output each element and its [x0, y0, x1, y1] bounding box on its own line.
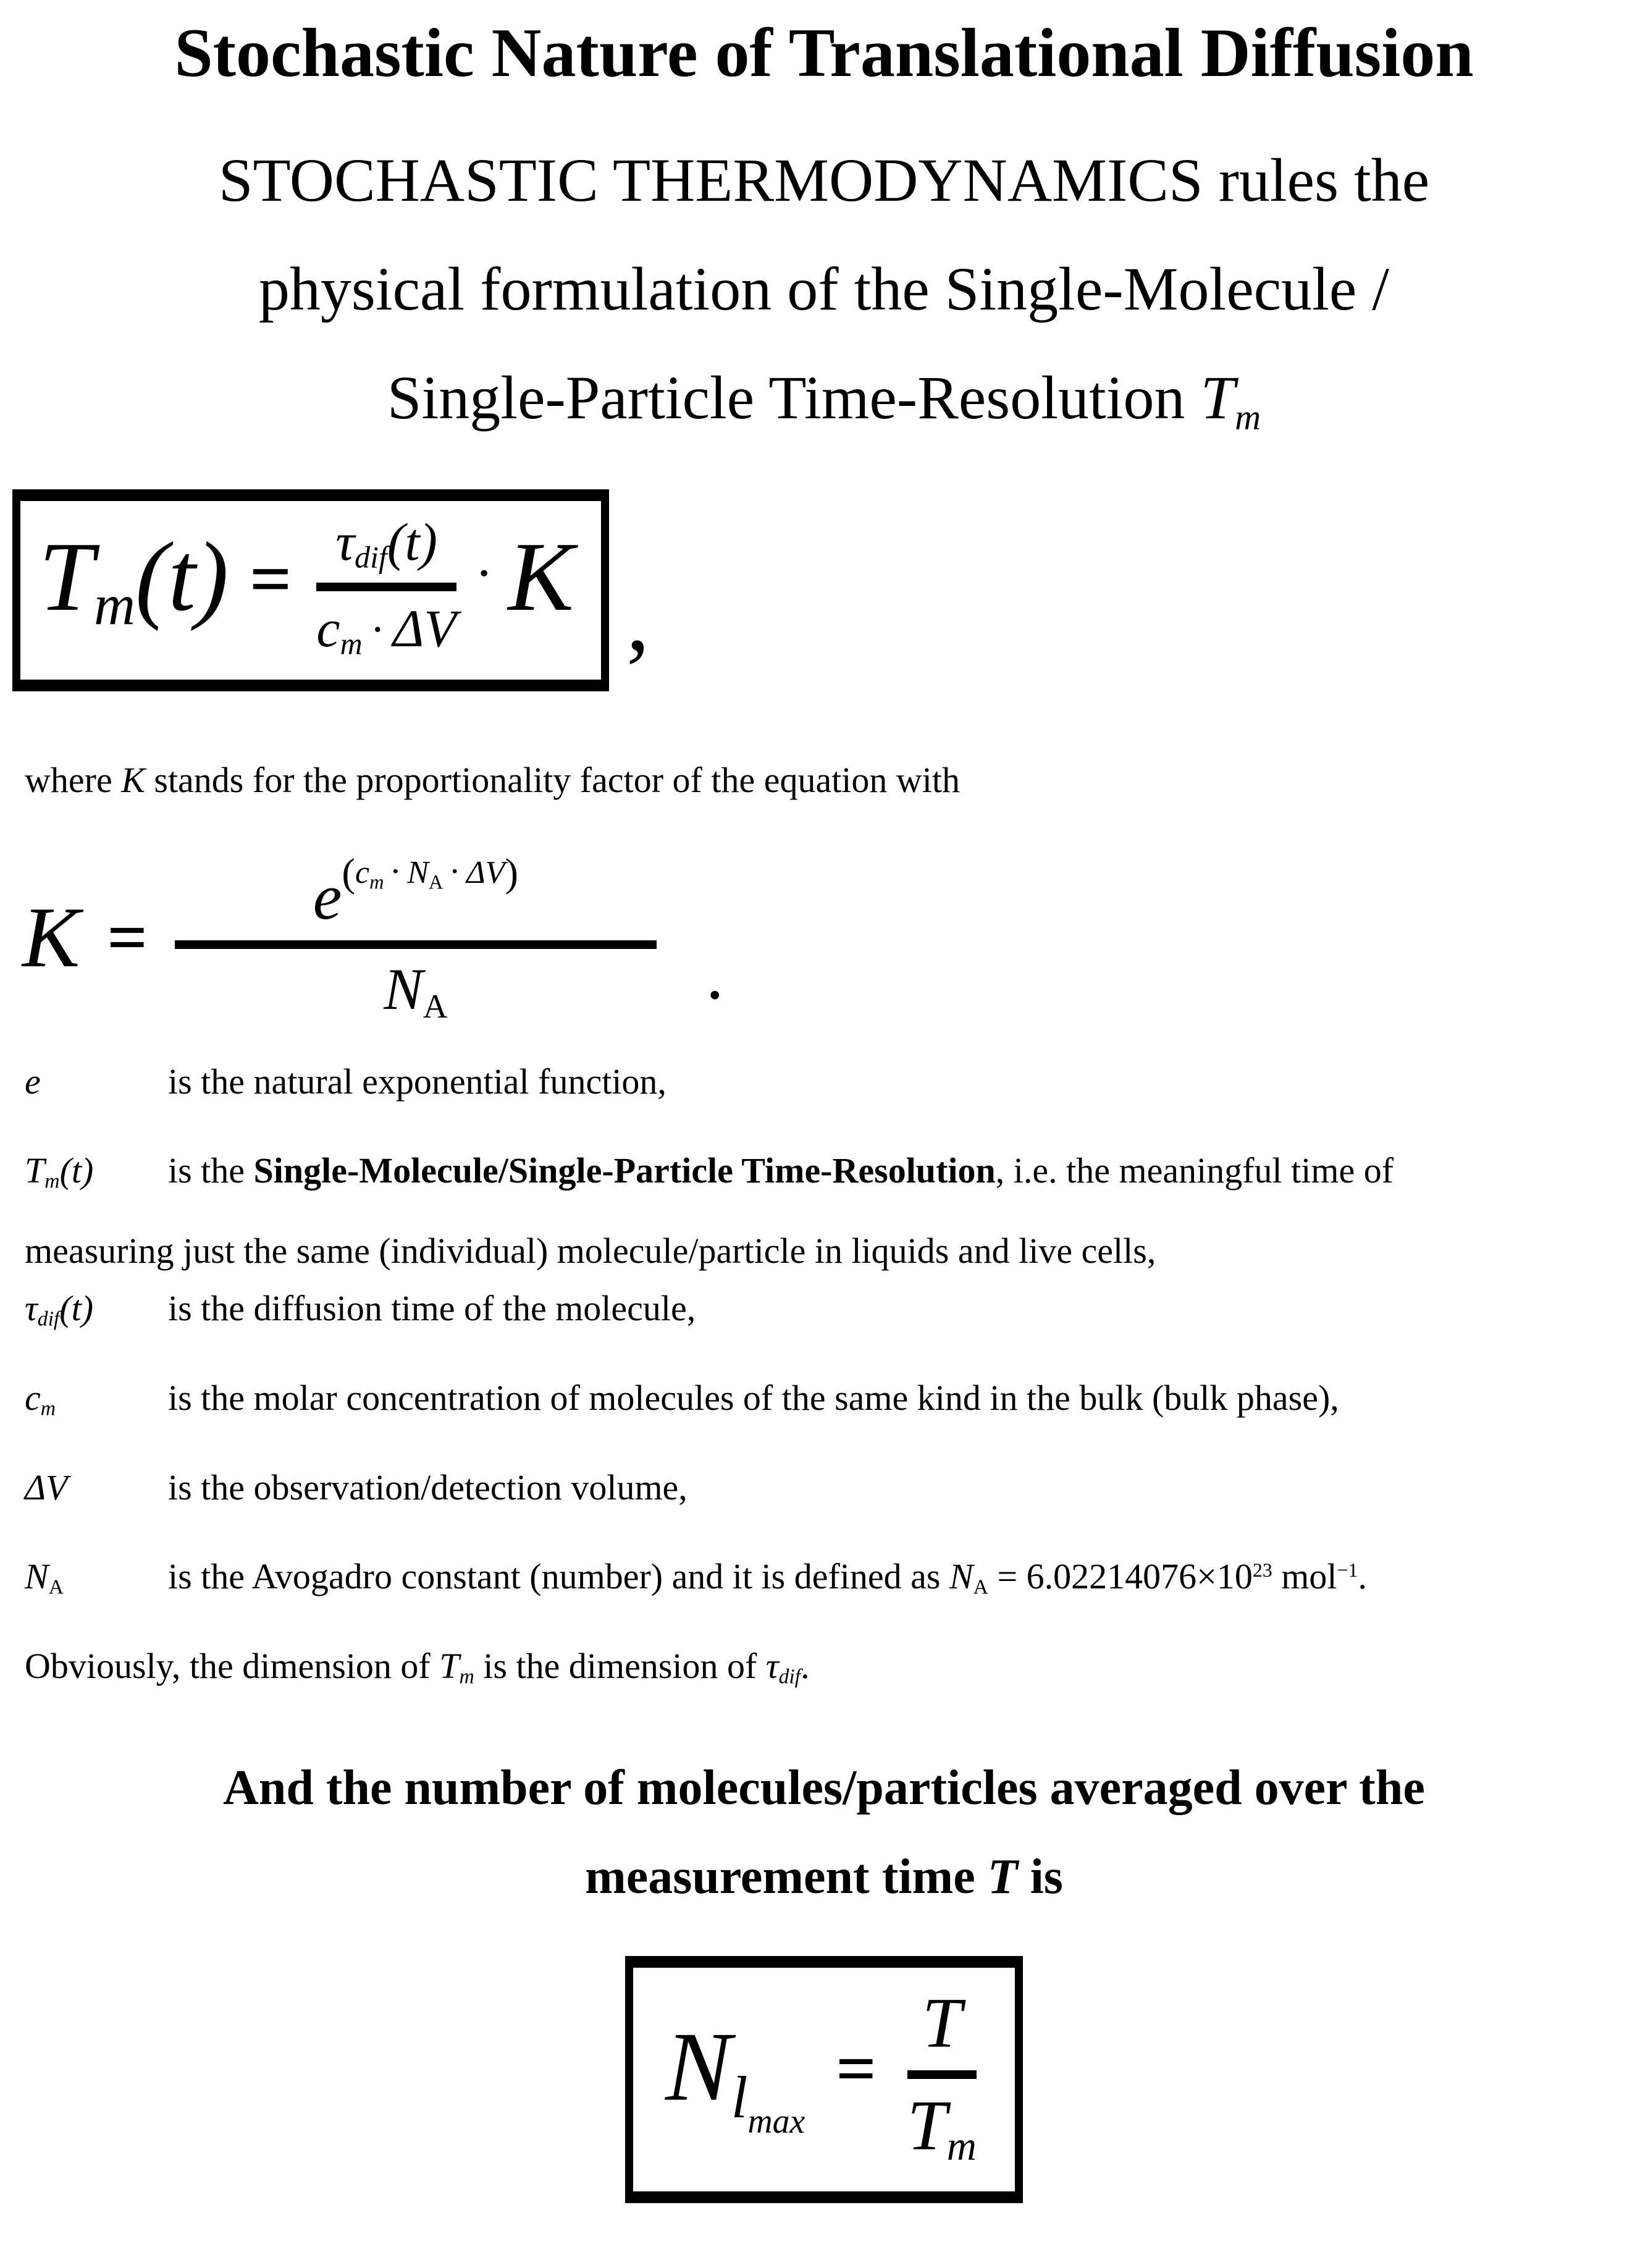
exponential-e: e [313, 860, 342, 933]
where-paragraph [25, 757, 1623, 803]
exp-na-sub: A [428, 871, 444, 893]
closing-line-2-text-2: is [1017, 1849, 1063, 1904]
closing-line-2-text-1: measurement time [585, 1849, 988, 1904]
dimension-tm-sub: m [459, 1665, 474, 1688]
tm-equals-sign: = [250, 537, 292, 620]
tm-term-arg: (t) [59, 1150, 94, 1191]
e-symbol: e [25, 1061, 41, 1102]
definition-term-na [25, 1548, 168, 1606]
where-text-2: stands for the proportionality factor of the equation with [145, 759, 961, 800]
n-lhs-base: N [665, 2011, 731, 2122]
k-denominator [175, 958, 657, 1024]
n-denominator [907, 2088, 977, 2169]
cm-term-sub: m [40, 1397, 56, 1420]
tm-term-sub: m [44, 1170, 60, 1193]
cm-base: c [316, 599, 340, 659]
dimension-note-lead: Obviously, the dimension of [25, 1646, 440, 1687]
exp-cm-base: c [355, 854, 370, 890]
definition-list [25, 1053, 1623, 1695]
na-desc-lead: is the Avogadro constant (number) and it is defined as [168, 1556, 949, 1597]
factor-K: K [508, 521, 574, 632]
definition-term-e [25, 1053, 168, 1111]
tm-desc-bold: Single-Molecule/Single-Particle Time-Resolution [253, 1150, 996, 1191]
subtitle [0, 126, 1648, 452]
multiplication-dot-icon: · [450, 856, 460, 885]
closing-heading [0, 1743, 1648, 1921]
n-equals-sign: = [836, 2029, 877, 2108]
page-title: Stochastic Nature of Translational Diffusion [174, 15, 1474, 91]
na-unit-exponent: −1 [1337, 1559, 1358, 1582]
definition-tm-line-1 [25, 1142, 1623, 1200]
na-math-value: = 6.02214076×10 [988, 1556, 1253, 1597]
na-term-sub: A [48, 1575, 64, 1599]
exp-cm-sub: m [369, 871, 384, 893]
definition-term-tau [25, 1280, 168, 1338]
definition-desc-cm: is the molar concentration of molecules of the same kind in the bulk (bulk phase), [168, 1377, 1339, 1418]
equation-comma: , [626, 567, 650, 670]
k-equals-sign: = [107, 898, 148, 977]
tm-term-base: T [25, 1150, 45, 1191]
k-exponent [342, 851, 519, 896]
k-lhs: K [22, 890, 80, 986]
equation-box-nlmax [625, 1956, 1023, 2203]
equation-k-row [22, 851, 1648, 1024]
delta-v-symbol: ΔV [392, 599, 456, 659]
subtitle-math-T: T [1200, 363, 1235, 432]
multiplication-dot-icon: · [391, 856, 400, 885]
n-lhs-sub [731, 2064, 805, 2141]
n-sub-l: l [731, 2064, 748, 2131]
definition-tau [25, 1280, 1623, 1338]
k-fraction [175, 851, 657, 1024]
tm-lhs-base: T [39, 521, 94, 632]
na-term-base: N [25, 1556, 49, 1597]
subtitle-line-3 [0, 344, 1648, 452]
definition-tm-line-2: measuring just the same (individual) molecule/particle in liquids and live cells, [25, 1231, 1156, 1271]
exponent-close-paren: ) [505, 851, 519, 896]
subtitle-line-3-text: Single-Particle Time-Resolution [387, 363, 1201, 432]
definition-e [25, 1053, 1623, 1111]
closing-math-T: T [987, 1849, 1018, 1904]
tau-term-base: τ [25, 1288, 38, 1328]
exp-delta-v: ΔV [466, 854, 505, 890]
tau-term-arg: (t) [59, 1288, 94, 1328]
tm-numerator [316, 513, 456, 574]
exp-na-base: N [407, 854, 429, 890]
definition-desc-e: is the natural exponential function, [168, 1061, 666, 1102]
equation-box-tm [12, 489, 609, 691]
definition-dv [25, 1459, 1623, 1517]
k-numerator [175, 851, 657, 932]
tau-symbol: τ [335, 512, 355, 571]
multiplication-dot-icon: · [372, 612, 383, 648]
definition-cm [25, 1370, 1623, 1427]
dimension-tm-base: T [439, 1646, 460, 1687]
n-den-base: T [907, 2086, 947, 2165]
na-math-sub: A [973, 1575, 988, 1599]
equation-n-row [0, 1956, 1648, 2203]
na-unit: mol [1272, 1556, 1337, 1597]
equation-tm-row [12, 489, 1648, 691]
tm-desc-rest: , i.e. the meaningful time of [995, 1150, 1394, 1191]
tm-denominator [316, 600, 456, 660]
cm-term-base: c [25, 1377, 41, 1418]
na-period: . [1358, 1556, 1367, 1597]
n-subsub-max: max [747, 2102, 805, 2141]
definition-desc-tau: is the diffusion time of the molecule, [168, 1288, 696, 1328]
tau-arg: (t) [387, 512, 437, 571]
multiplication-dot-icon: · [477, 551, 491, 596]
definition-term-dv [25, 1459, 168, 1517]
definition-desc-dv: is the observation/detection volume, [168, 1467, 687, 1507]
equation-period: . [705, 935, 724, 1014]
definition-na [25, 1548, 1623, 1606]
tm-desc-lead: is the [168, 1150, 254, 1191]
definition-term-tm [25, 1142, 168, 1200]
closing-heading-line-1: And the number of molecules/particles averaged over the [223, 1760, 1425, 1815]
tau-sub: dif [355, 540, 387, 575]
where-text-1: where [25, 759, 122, 800]
tm-lhs-arg: (t) [135, 521, 229, 632]
fraction-bar [316, 583, 456, 591]
dimension-tau-base: τ [765, 1646, 779, 1687]
n-numerator: T [922, 1983, 962, 2062]
den-na-sub: A [423, 987, 448, 1026]
fraction-bar [175, 940, 657, 949]
na-math-base: N [949, 1556, 973, 1597]
closing-heading-line-2 [0, 1832, 1648, 1921]
fraction-bar [907, 2070, 977, 2079]
dimension-note [25, 1638, 1623, 1695]
subtitle-line-1: STOCHASTIC THERMODYNAMICS rules the [218, 146, 1430, 214]
na-exponent: 23 [1252, 1559, 1272, 1582]
dv-term: ΔV [25, 1467, 68, 1507]
definition-term-cm [25, 1370, 168, 1427]
subtitle-line-2: physical formulation of the Single-Molecule / [258, 255, 1390, 323]
where-math-K: K [121, 759, 145, 800]
n-fraction [907, 1985, 977, 2169]
n-den-sub: m [946, 2123, 977, 2169]
dimension-tau-sub: dif [778, 1665, 801, 1688]
dimension-note-period: . [801, 1646, 810, 1687]
den-na-base: N [384, 956, 423, 1022]
tau-term-sub: dif [37, 1307, 60, 1331]
exponent-open-paren: ( [342, 851, 356, 896]
cm-sub: m [340, 626, 363, 661]
tm-lhs-sub: m [93, 573, 135, 638]
tm-fraction [316, 513, 456, 661]
subtitle-math-T-sub: m [1235, 397, 1261, 437]
definition-tm [25, 1142, 1623, 1280]
dimension-note-mid: is the dimension of [474, 1646, 766, 1687]
